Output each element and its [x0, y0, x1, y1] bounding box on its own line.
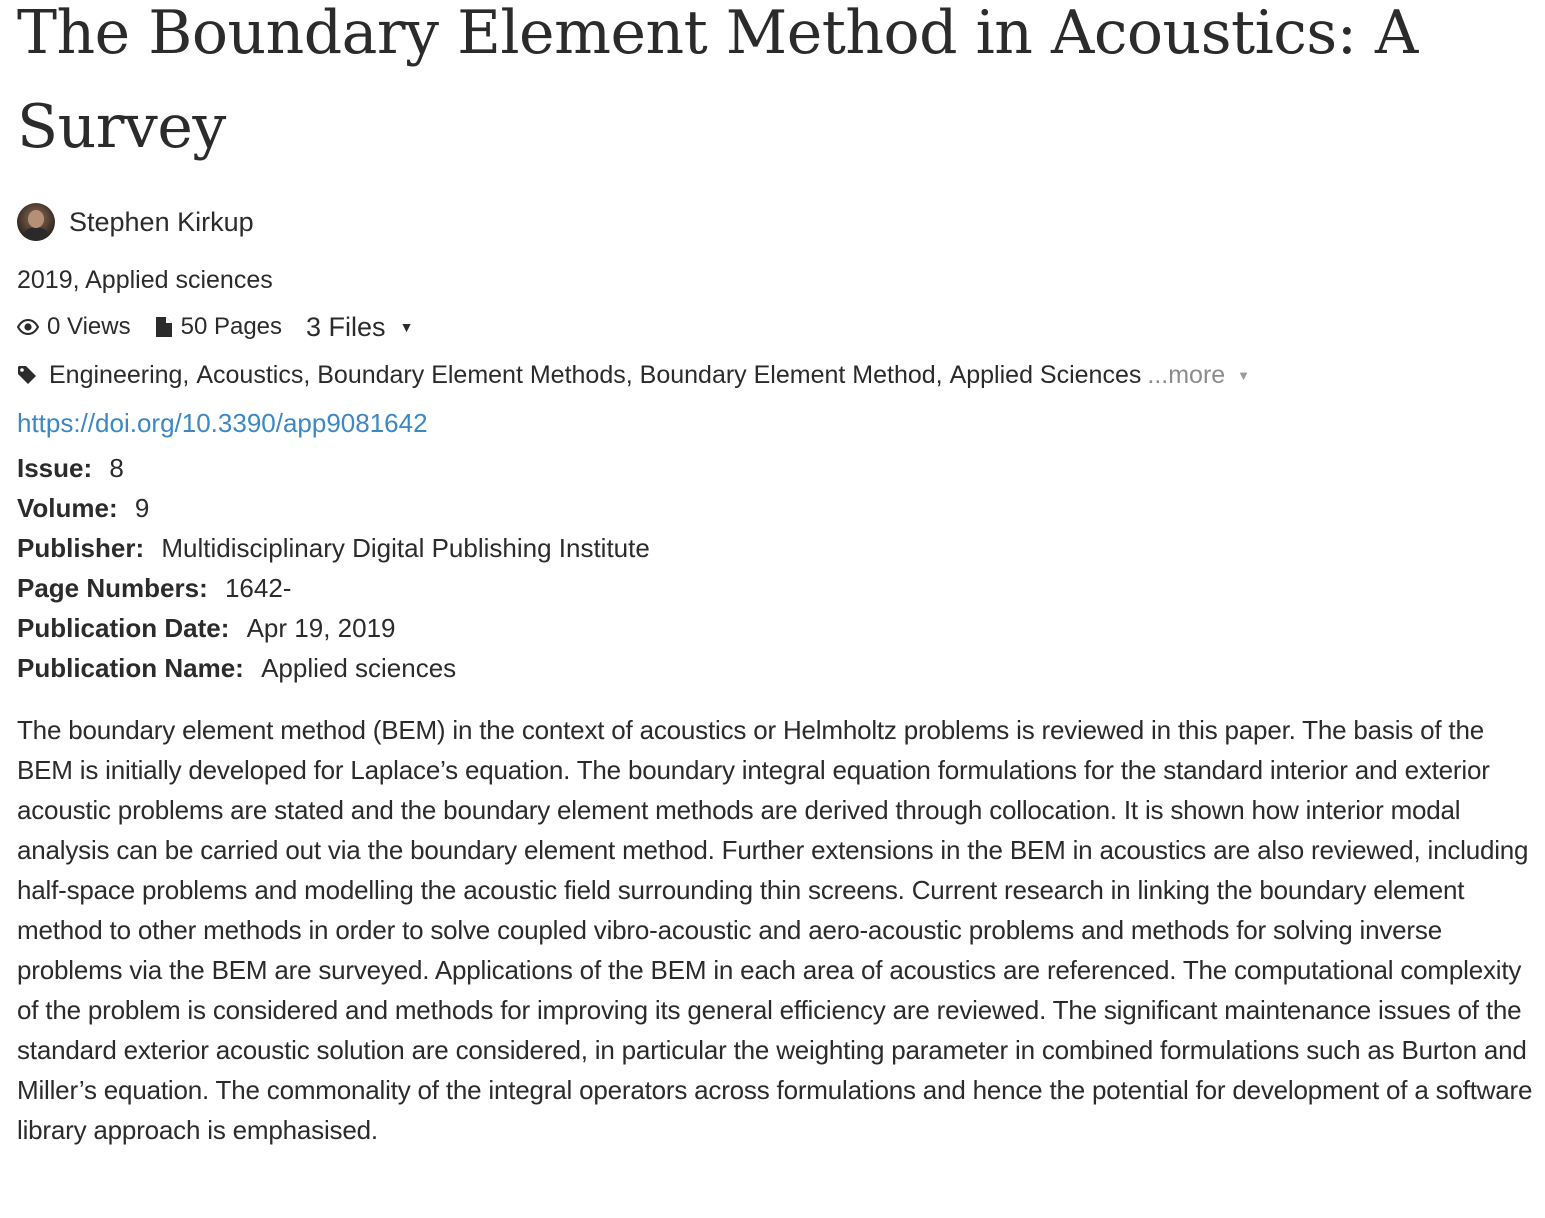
tag-icon [17, 365, 37, 385]
document-icon [155, 316, 173, 338]
publisher-value: Multidisciplinary Digital Publishing Institute [161, 533, 650, 563]
publication-name-label: Publication Name: [17, 653, 244, 683]
publication-details [17, 448, 1539, 688]
tags-row [17, 360, 1539, 390]
publisher-row [17, 528, 1539, 568]
stats-row [17, 312, 1539, 342]
publication-date-row [17, 608, 1539, 648]
tags-more-link[interactable]: ...more [1147, 360, 1226, 389]
publisher-label: Publisher: [17, 533, 145, 563]
author-avatar[interactable] [17, 203, 55, 241]
publication-name-row [17, 648, 1539, 688]
author-row[interactable] [17, 202, 1539, 242]
publication-date-label: Publication Date: [17, 613, 230, 643]
issue-row [17, 448, 1539, 488]
tag-applied-sciences[interactable]: Applied Sciences [949, 360, 1142, 389]
volume-label: Volume: [17, 493, 118, 523]
caret-down-icon[interactable]: ▼ [1237, 367, 1251, 383]
publication-date-value: Apr 19, 2019 [246, 613, 396, 643]
files-dropdown-button[interactable] [306, 312, 413, 343]
issue-label: Issue: [17, 453, 93, 483]
page-numbers-row [17, 568, 1539, 608]
paper-title: The Boundary Element Method in Acoustics: A Survey [17, 0, 1418, 162]
author-name[interactable]: Stephen Kirkup [69, 206, 254, 237]
tag-acoustics[interactable]: Acoustics, [196, 360, 311, 389]
volume-row [17, 488, 1539, 528]
page-numbers-value: 1642- [224, 573, 292, 603]
tag-engineering[interactable]: Engineering, [49, 360, 190, 389]
page-numbers-label: Page Numbers: [17, 573, 208, 603]
publication-name-value: Applied sciences [261, 653, 457, 683]
volume-value: 9 [134, 493, 150, 523]
issue-value: 8 [109, 453, 124, 483]
pages-count: 50 Pages [180, 313, 283, 340]
views-stat [17, 313, 131, 341]
eye-icon [17, 319, 39, 335]
tag-boundary-element-methods[interactable]: Boundary Element Methods, [317, 360, 633, 389]
doi-link[interactable]: https://doi.org/10.3390/app9081642 [17, 408, 428, 438]
year-venue: 2019, Applied sciences [17, 266, 273, 294]
abstract-text: The boundary element method (BEM) in the context of acoustics or Helmholtz problems is reviewed in this paper. The basis of the BEM is initially developed for Laplace’s equation. The boundary integral equation formulations for the standard interior and exterior acoustic problems are stated and the boundary element methods are derived through collocation. It is shown how interior modal analysis can be carried out via the boundary element method. Further extensions in the BEM in acoustics are also reviewed, including half-space problems and modelling the acoustic field surrounding thin screens. Current research in linking the boundary element method to other methods in order to solve coupled vibro-acoustic and aero-acoustic problems and methods for solving inverse problems via the BEM are surveyed. Applications of the BEM in each area of acoustics are referenced. The computational complexity of the problem is considered and methods for improving its general efficiency are reviewed. The significant maintenance issues of the standard exterior acoustic solution are considered, in particular the weighting parameter in combined formulations such as Burton and Miller’s equation. The commonality of the integral operators across formulations and hence the potential for development of a software library approach is emphasised. [17, 715, 1533, 1145]
files-label: 3 Files [306, 311, 386, 342]
views-count: 0 Views [47, 313, 131, 340]
caret-down-icon: ▼ [399, 319, 414, 335]
paper-page [17, 0, 1539, 1176]
tag-boundary-element-method[interactable]: Boundary Element Method, [639, 360, 943, 389]
pages-stat [155, 313, 282, 341]
